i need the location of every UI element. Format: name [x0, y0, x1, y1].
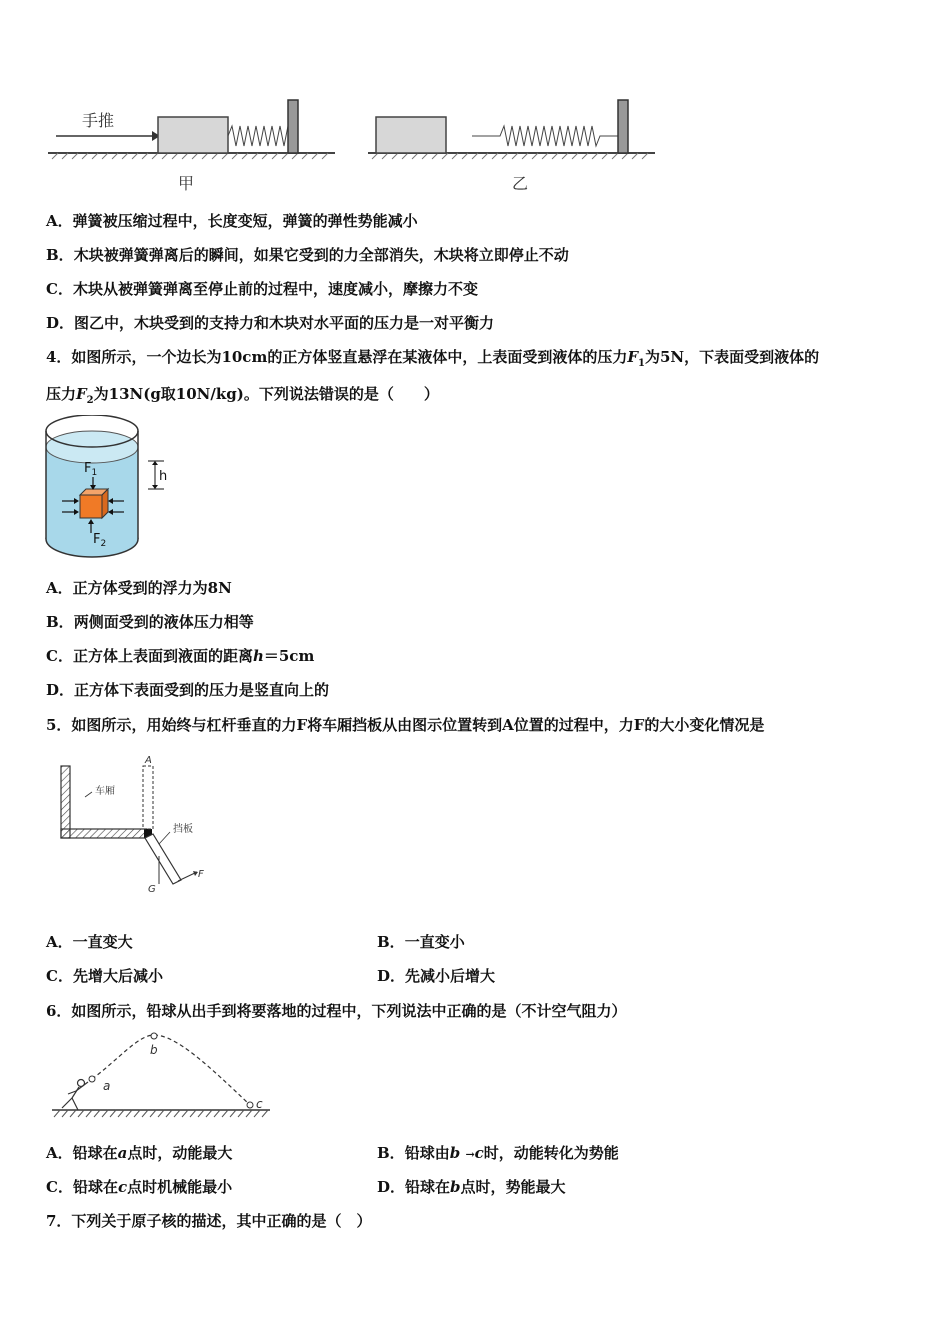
- q4-stem-line2: 压力$F_2$为13N(g取10N/kg)。下列说法错误的是（ ）: [46, 385, 439, 406]
- spring-figure: [40, 96, 670, 196]
- q5-stem: 5．如图所示，用始终与杠杆垂直的力F将车厢挡板从由图示位置转到A位置的过程中，力F的大小变化情况是: [46, 716, 765, 734]
- point-b: [151, 1033, 157, 1039]
- wall-a: [288, 100, 298, 153]
- caption-yi: 乙: [512, 174, 529, 193]
- q3-option-c: C．木块从被弹簧弹离至停止前的过程中，速度减小，摩擦力不变: [46, 280, 478, 298]
- q5-option-c: C．先增大后减小: [46, 967, 163, 985]
- caption-jia: 甲: [178, 174, 195, 193]
- label-compartment: 车厢: [95, 786, 115, 797]
- label-f1: $F_1$: [84, 461, 98, 478]
- athlete: [62, 1080, 88, 1111]
- point-a: [89, 1076, 95, 1082]
- label-f: F: [198, 869, 204, 880]
- q5-option-b: B．一直变小: [377, 933, 465, 951]
- cube: [80, 495, 102, 518]
- q5-option-a: A．一直变大: [46, 933, 133, 951]
- q6-option-b: B．铅球由b →c时，动能转化为势能: [377, 1144, 619, 1162]
- label-h: h: [159, 469, 168, 484]
- q4-stem-line1: 4．如图所示，一个边长为10cm的正方体竖直悬浮在某液体中，上表面受到液体的压力$F_1$为5N，下表面受到液体的: [46, 348, 820, 369]
- q3-option-d: D．图乙中，木块受到的支持力和木块对水平面的压力是一对平衡力: [46, 314, 495, 332]
- wall-b: [618, 100, 628, 153]
- q6-option-d: D．铅球在b点时，势能最大: [377, 1178, 566, 1196]
- q4-option-a: A．正方体受到的浮力为8N: [46, 579, 232, 597]
- label-b: b: [150, 1043, 158, 1057]
- label-f2: $F_2$: [93, 532, 107, 549]
- block-a: [158, 117, 228, 153]
- point-c: [247, 1102, 253, 1108]
- block-b: [376, 117, 446, 153]
- q5-option-d: D．先减小后增大: [377, 967, 496, 985]
- q4-option-c: C．正方体上表面到液面的距离h＝5cm: [46, 647, 315, 665]
- label-a: A: [145, 755, 152, 766]
- label-board: 挡板: [173, 824, 193, 835]
- q4-option-d: D．正方体下表面受到的压力是竖直向上的: [46, 681, 330, 699]
- q6-option-c: C．铅球在c点时机械能最小: [46, 1178, 233, 1196]
- push-label: 手推: [82, 111, 115, 130]
- shot-put-figure: [48, 1030, 278, 1125]
- label-c: c: [256, 1097, 263, 1111]
- q3-option-b: B．木块被弹簧弹离后的瞬间，如果它受到的力全部消失，木块将立即停止不动: [46, 246, 569, 264]
- q4-option-b: B．两侧面受到的液体压力相等: [46, 613, 254, 631]
- label-a: a: [103, 1079, 111, 1093]
- cylinder-figure: [40, 415, 190, 570]
- label-g: G: [148, 884, 156, 895]
- lever-figure: [55, 752, 225, 902]
- q7-stem: 7．下列关于原子核的描述，其中正确的是（ ）: [46, 1212, 372, 1230]
- q6-option-a: A．铅球在a点时，动能最大: [46, 1144, 233, 1162]
- q3-option-a: A．弹簧被压缩过程中，长度变短，弹簧的弹性势能减小: [46, 212, 418, 230]
- q6-stem: 6．如图所示，铅球从出手到将要落地的过程中，下列说法中正确的是（不计空气阻力）: [46, 1002, 627, 1020]
